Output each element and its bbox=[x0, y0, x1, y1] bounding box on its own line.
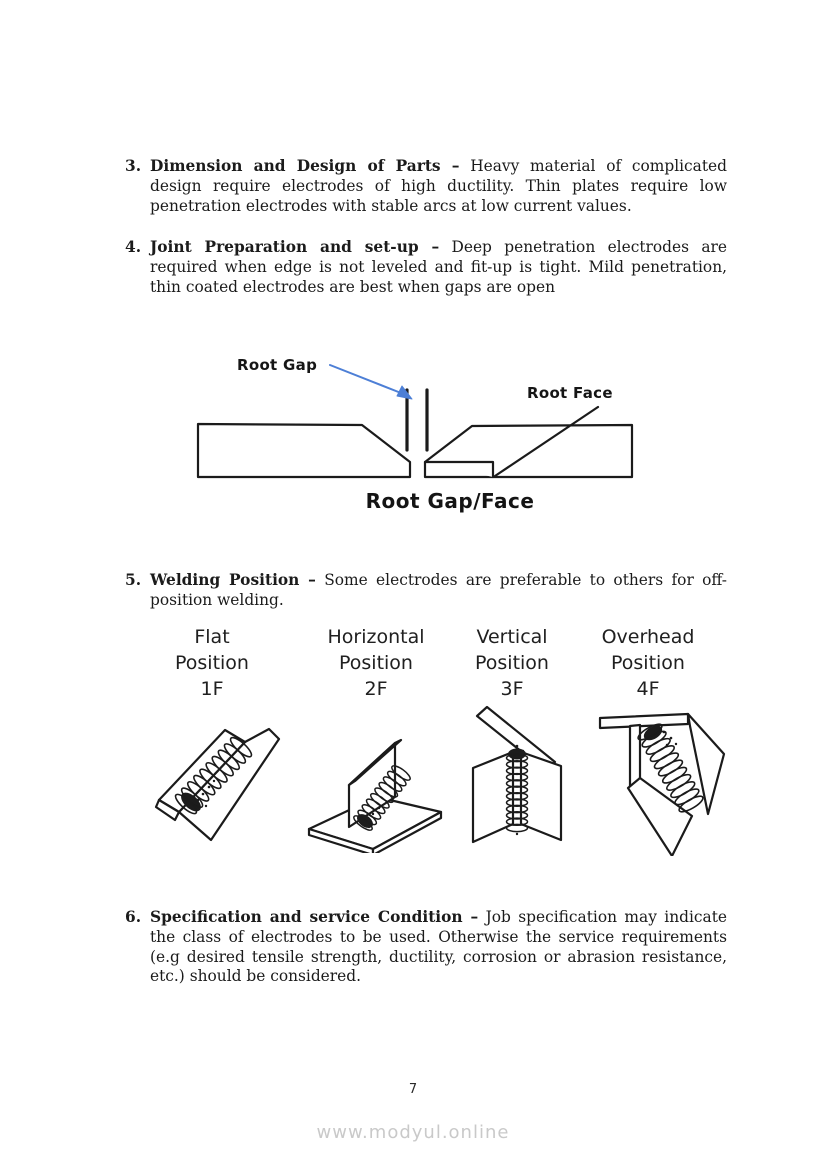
item-title: Dimension and Design of Parts – bbox=[150, 157, 460, 175]
root-gap-label: Root Gap bbox=[237, 356, 318, 374]
ceiling-plane bbox=[688, 714, 724, 814]
hanging-plate bbox=[628, 778, 692, 856]
root-gap-arrowhead-icon bbox=[397, 386, 412, 399]
item-title: Joint Preparation and set-up – bbox=[150, 238, 440, 256]
list-item-5 bbox=[125, 571, 727, 611]
left-plate bbox=[198, 424, 410, 477]
hanging-web-edge bbox=[630, 725, 640, 786]
item-body: Heavy material of complicated design require electrodes of high ductility. Thin plates require low penetration electrodes with stable arcs at low current values. bbox=[150, 157, 727, 215]
item-number: 3. bbox=[125, 157, 142, 175]
page-number: 7 bbox=[408, 1082, 418, 1097]
diagram-caption: Root Gap/Face bbox=[365, 489, 535, 513]
root-gap-diagram bbox=[150, 345, 670, 487]
position-code: 3F bbox=[500, 678, 524, 700]
item-body: Deep penetration electrodes are required when edge is not leveled and fit-up is tight. Mild penetration, thin coated electrodes are best when gaps are open bbox=[150, 238, 727, 296]
right-plate bbox=[425, 425, 632, 477]
list-item-6 bbox=[125, 908, 727, 987]
position-word: Position bbox=[339, 652, 413, 674]
ceiling-front-edge bbox=[600, 714, 688, 728]
list-item-4 bbox=[125, 238, 727, 297]
item-body: Job specification may indicate the class of electrodes to be used. Otherwise the service requirements (e.g desired tensile strength, ductility, corrosion or abrasion resistance, etc.) should be considered. bbox=[150, 908, 727, 986]
position-code: 1F bbox=[200, 678, 224, 700]
welding-figure-4f bbox=[596, 706, 726, 856]
item-title: Welding Position – bbox=[150, 571, 316, 589]
item-number: 4. bbox=[125, 238, 142, 256]
watermark: www.modyul.online bbox=[316, 1122, 510, 1143]
position-name: Vertical bbox=[476, 626, 548, 648]
welding-figure-1f bbox=[153, 714, 293, 846]
root-gap-arrow bbox=[330, 365, 401, 393]
position-name: Flat bbox=[194, 626, 230, 648]
item-number: 5. bbox=[125, 571, 142, 589]
item-number: 6. bbox=[125, 908, 142, 926]
position-code: 2F bbox=[364, 678, 388, 700]
welding-figure-3f bbox=[467, 702, 567, 852]
position-name: Overhead bbox=[601, 626, 695, 648]
position-word: Position bbox=[175, 652, 249, 674]
item-body: Some electrodes are preferable to others for off-position welding. bbox=[150, 571, 727, 609]
position-word: Position bbox=[611, 652, 685, 674]
list-item-3 bbox=[125, 157, 727, 216]
position-code: 4F bbox=[636, 678, 660, 700]
position-name: Horizontal bbox=[327, 626, 425, 648]
position-column-flat bbox=[127, 624, 297, 702]
position-word: Position bbox=[475, 652, 549, 674]
position-column-overhead bbox=[563, 624, 733, 702]
item-title: Specification and service Condition – bbox=[150, 908, 479, 926]
root-face-label: Root Face bbox=[527, 384, 613, 402]
welding-figure-2f bbox=[305, 733, 445, 853]
